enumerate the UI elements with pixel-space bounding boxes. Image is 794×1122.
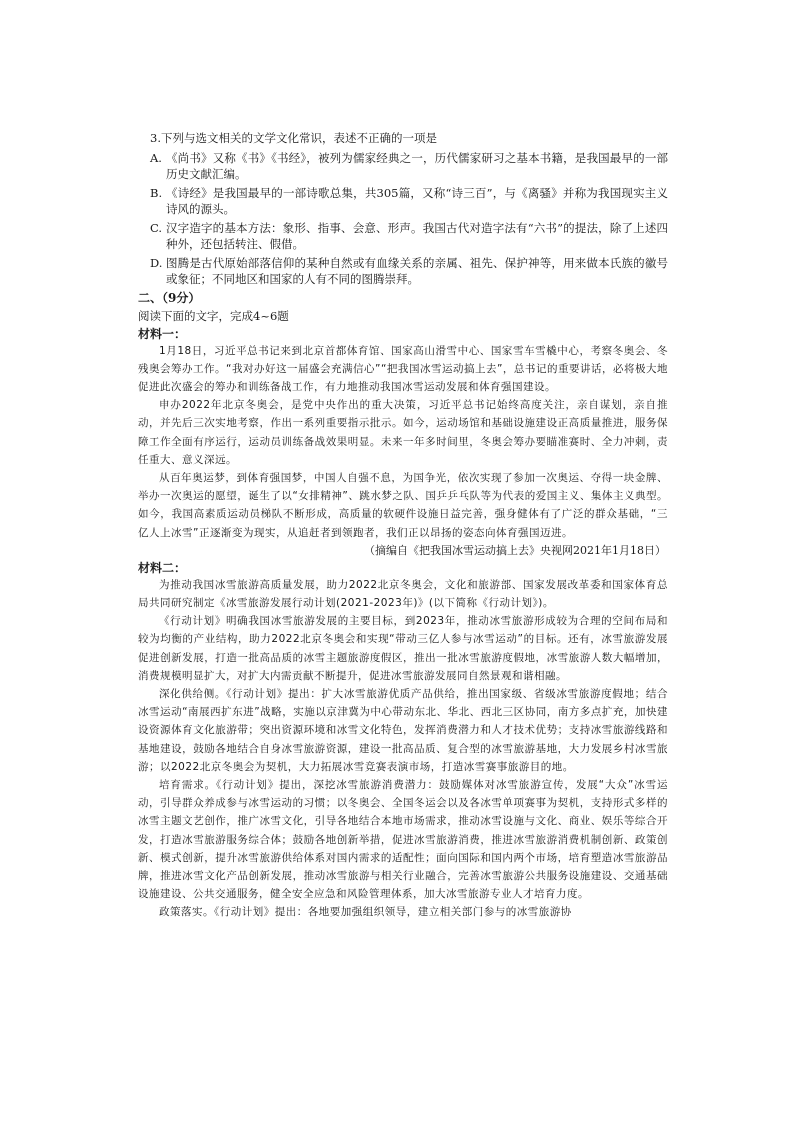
section-2-heading: 二、（9分） [138,290,201,305]
section-2-instruction: 阅读下面的文字，完成4~6题 [138,308,289,323]
option-d-letter: D. [150,255,163,270]
material-1-paragraph: 从百年奥运梦，到体育强国梦，中国人自强不息，为国争光，依次实现了参加一次奥运、夺得一块金牌、举办一次奥运的愿望，诞生了以“女排精神”、跳水梦之队、国乒乒乓队等为代表的爱国主义、集体主义典型。如今，我国高素质运动员梯队不断形成，高质量的软硬件设施日益完善，强身健体有了广泛的群众基础，“三亿人上冰雪”正逐渐变为现实，从追赶者到领跑者，我们正以昂扬的姿态向体育强国迈进。 [138,471,668,539]
option-a-text: 《尚书》又称《书》《书经》，被列为儒家经典之一，历代儒家研习之基本书籍，是我国最早的一部历史文献汇编。 [166,150,668,181]
material-1-paragraph: 申办2022年北京冬奥会，是党中央作出的重大决策，习近平总书记始终高度关注，亲自谋划，亲自推动，并先后三次实地考察，作出一系列重要指示批示。如今，运动场馆和基础设施建设正高质量推进，服务保障工作全面有序运行，运动员训练备战效果明显。未来一年多时间里，冬奥会筹办要瞄准赛时、全力冲刺，责任重大、意义深远。 [138,399,668,466]
option-c-text: 汉字造字的基本方法：象形、指事、会意、形声。我国古代对造字法有“六书”的提法，除了上述四种外，还包括转注、假借。 [166,220,668,251]
material-2-paragraph: 《行动计划》明确我国冰雪旅游发展的主要目标，到2023年，推动冰雪旅游形成较为合理的空间布局和较为均衡的产业结构，助力2022北京冬奥会和实现“带动三亿人参与冰雪运动”的目标。还有，冰雪旅游发展促进创新发展，打造一批高品质的冰雪主题旅游度假区，推出一批冰雪旅游度假地，冰雪旅游人数大幅增加，消费规模明显扩大，对扩大内需贡献不断提升，促进冰雪旅游发展同自然景观和谐相融。 [138,615,668,682]
material-2-paragraph: 深化供给侧。《行动计划》提出：扩大冰雪旅游优质产品供给，推出国家级、省级冰雪旅游度假地；结合冰雪运动“南展西扩东进”战略，实施以京津冀为中心带动东北、华北、西北三区协同，南方多点扩充，加快建设资源体育文化旅游带；突出资源环境和冰雪文化特色，发挥消费潜力和人才技术优势；支持冰雪旅游线路和基地建设，鼓励各地结合自身冰雪旅游资源，建设一批高品质、复合型的冰雪旅游基地，大力发展乡村冰雪旅游；以2022北京冬奥会为契机，大力拓展冰雪竞赛表演市场，打造冰雪赛事旅游目的地。 [138,687,668,773]
option-a [150,150,668,182]
option-a-letter: A. [150,150,162,165]
option-b-letter: B. [150,185,163,200]
option-c [150,220,668,252]
material-2-paragraph: 为推动我国冰雪旅游高质量发展，助力2022北京冬奥会，文化和旅游部、国家发展改革委和国家体育总局共同研究制定《冰雪旅游发展行动计划(2021-2023年)》(以下简称《行动计划》)。 [138,578,668,609]
exam-page [138,128,668,922]
material-1-title: 材料一： [138,326,187,341]
question-3-stem: 3.下列与选文相关的文学文化常识，表述不正确的一项是 [150,131,437,145]
option-b-text: 《诗经》是我国最早的一部诗歌总集，共305篇，又称“诗三百”，与《离骚》并称为我国现实主义诗风的源头。 [166,185,668,216]
material-2-title: 材料二： [138,560,187,575]
option-b [150,185,668,217]
material-2-paragraph: 政策落实。《行动计划》提出：各地要加强组织领导，建立相关部门参与的冰雪旅游协 [159,906,572,919]
material-2-paragraph: 培育需求。《行动计划》提出，深挖冰雪旅游消费潜力：鼓励媒体对冰雪旅游宣传，发展“大众”冰雪运动，引导群众养成参与冰雪运动的习惯；以冬奥会、全国冬运会以及各冰雪单项赛事为契机，支持形式多样的冰雪主题文艺创作，推广冰雪文化，引导各地结合本地市场需求，推动冰雪设施与文化、商业、娱乐等综合开发，打造冰雪旅游服务综合体；鼓励各地创新举措，促进冰雪旅游消费，推进冰雪旅游消费机制创新、政策创新、模式创新，提升冰雪旅游供给体系对国内需求的适配性；面向国际和国内两个市场，培育塑造冰雪旅游品牌，推进冰雪文化产品创新发展，推动冰雪旅游与相关行业融合，完善冰雪旅游公共服务设施建设、交通基础设施建设、公共交通服务，健全安全应急和风险管理体系，加大冰雪旅游专业人才培育力度。 [138,778,668,901]
option-d-text: 图腾是古代原始部落信仰的某种自然或有血缘关系的亲属、祖先、保护神等，用来做本氏族的徽号或象征；不同地区和国家的人有不同的图腾崇拜。 [166,255,668,286]
option-c-letter: C. [150,220,163,235]
option-d [150,255,668,287]
material-1-paragraph: 1月18日，习近平总书记来到北京首都体育馆、国家高山滑雪中心、国家雪车雪橇中心，考察冬奥会、冬残奥会筹办工作。“我对办好这一届盛会充满信心”“把我国冰雪运动搞上去”，总书记的重要讲话，必将极大地促进此次盛会的筹办和训练备战工作，有力地推动我国冰雪运动发展和体育强国建设。 [138,344,668,393]
material-1-source: （摘编自《把我国冰雪运动搞上去》央视网2021年1月18日） [364,543,666,557]
